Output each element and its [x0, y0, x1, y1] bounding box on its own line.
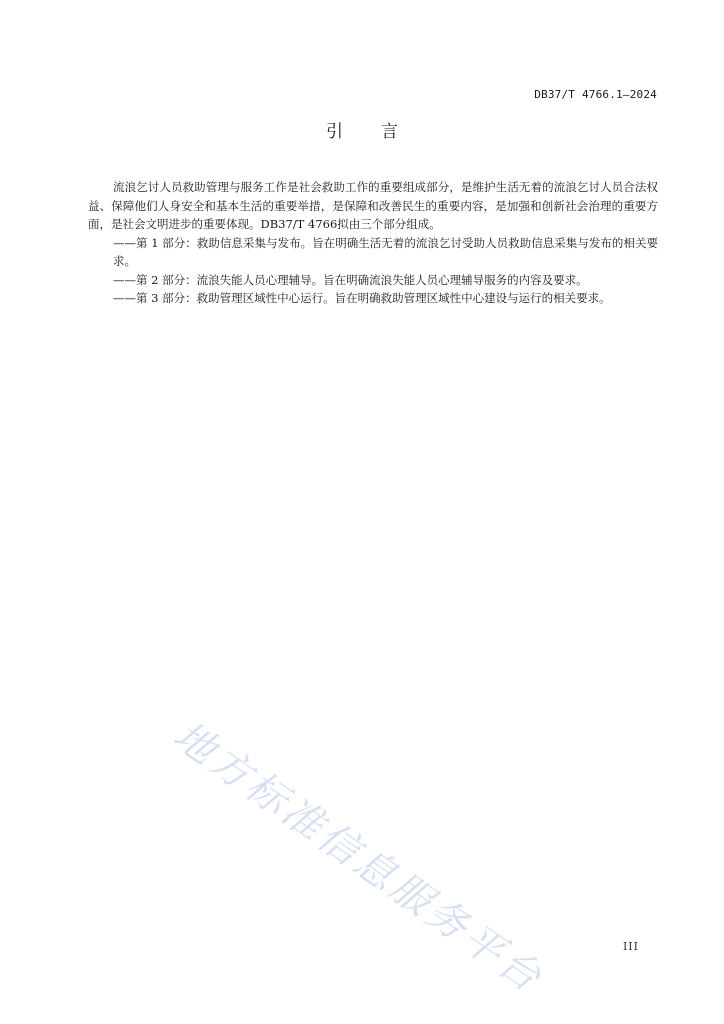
intro-paragraph: 流浪乞讨人员救助管理与服务工作是社会救助工作的重要组成部分，是维护生活无着的流浪乞讨人员合法权益、保障他们人身安全和基本生活的重要举措，是保障和改善民生的重要内容，是加强和创新社会治理的重要方面，是社会文明进步的重要体现。DB37/T 4766拟由三个部分组成。	[88, 180, 658, 231]
watermark: 地方标准信息服务平台	[164, 712, 552, 1003]
page-number: III	[622, 940, 639, 953]
list-item-part-2: ——第 2 部分：流浪失能人员心理辅导。旨在明确流浪失能人员心理辅导服务的内容及要求。	[113, 272, 588, 287]
section-body	[88, 178, 658, 308]
document-code: DB37/T 4766.1—2024	[534, 88, 657, 101]
section-title: 引言	[326, 122, 436, 142]
list-item-part-1: ——第 1 部分：救助信息采集与发布。旨在明确生活无着的流浪乞讨受助人员救助信息采集与发布的相关要求。	[113, 235, 658, 268]
list-item-part-3: ——第 3 部分：救助管理区域性中心运行。旨在明确救助管理区域性中心建设与运行的相关要求。	[113, 291, 611, 305]
